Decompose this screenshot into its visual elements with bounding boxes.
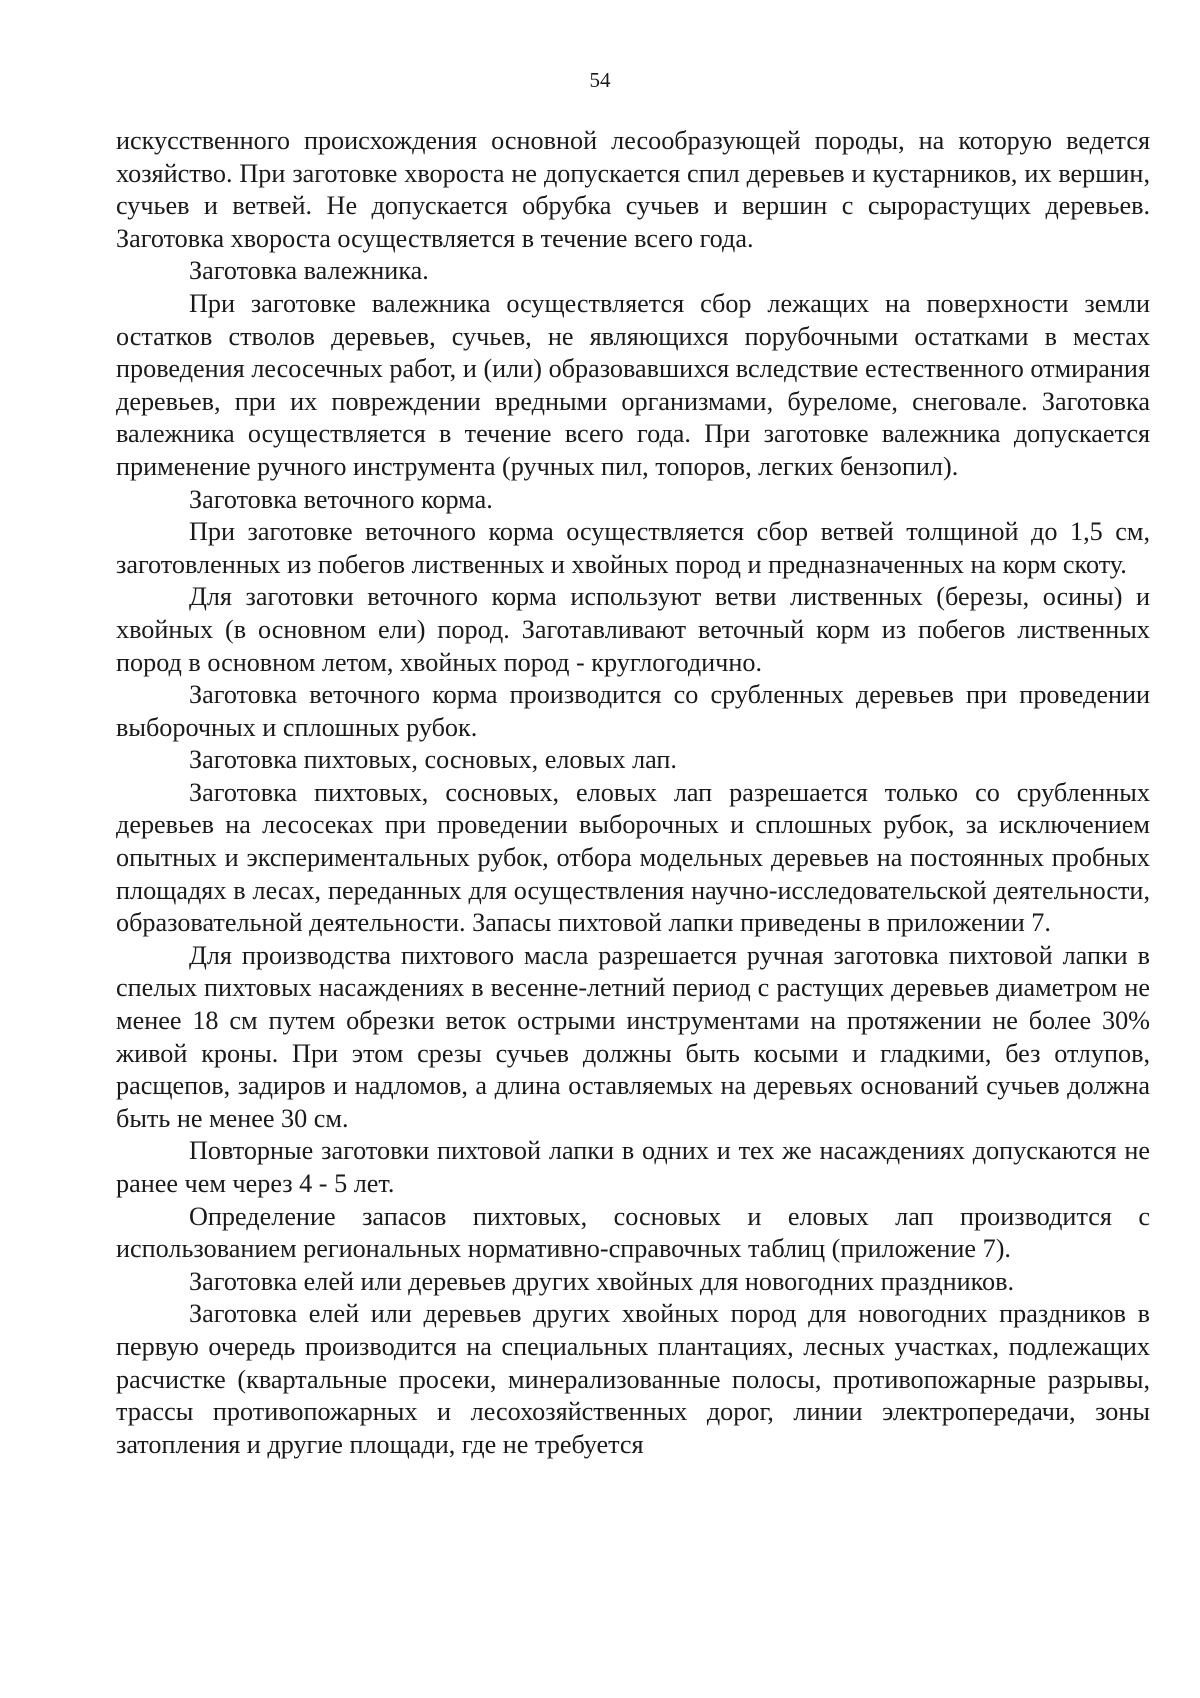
heading-lapy: Заготовка пихтовых, сосновых, еловых лап. [189,745,677,775]
paragraph-lapy-1: Заготовка пихтовых, сосновых, еловых лап разрешается только со срубленных деревьев на лесосеках при проведении выборочных и сплошных рубок, за исключением опытных и экспериментальных рубок, отбора модельных деревьев на постоянных пробных площадях в лесах, переданных для осуществления научно-исследовательской деятельности, образовательной деятельности. Запасы пихтовой лапки приведены в приложении 7. [116,777,1150,938]
document-body [116,125,1150,1461]
paragraph-vetochnyi-korm-2: Для заготовки веточного корма используют ветви лиственных (березы, осины) и хвойных (в основном ели) пород. Заготавливают веточный корм из побегов лиственных пород в основном летом, хвойных пород - круглогодично. [116,582,1150,677]
heading-vetochnyi-korm: Заготовка веточного корма. [189,484,493,514]
paragraph-lapy-4: Определение запасов пихтовых, сосновых и еловых лап производится с использованием региональных нормативно-справочных таблиц (приложение 7). [116,1201,1150,1264]
paragraph-vetochnyi-korm-1: При заготовке веточного корма осуществляется сбор ветвей толщиной до 1,5 см, заготовленных из побегов лиственных и хвойных пород и предназначенных на корм скоту. [116,517,1150,579]
paragraph-valezhnik: При заготовке валежника осуществляется сбор лежащих на поверхности земли остатков стволов деревьев, сучьев, не являющихся порубочными остатками в местах проведения лесосечных работ, и (или) образовавшихся вследствие естественного отмирания деревьев, при их повреждении вредными организмами, буреломе, снеговале. Заготовка валежника осуществляется в течение всего года. При заготовке валежника допускается применение ручного инструмента (ручных пил, топоров, легких бензопил). [116,288,1150,481]
heading-valezhnik: Заготовка валежника. [189,256,429,286]
paragraph-hvorost-end: искусственного происхождения основной лесообразующей породы, на которую ведется хозяйство. При заготовке хвороста не допускается спил деревьев и кустарников, их вершин, сучьев и ветвей. Не допускается обрубка сучьев и вершин с сырорастущих деревьев. Заготовка хвороста осуществляется в течение всего года. [116,126,1150,253]
heading-novogodnie-eli: Заготовка елей или деревьев других хвойных для новогодних праздников. [189,1266,1015,1296]
paragraph-novogodnie-eli: Заготовка елей или деревьев других хвойных пород для новогодних праздников в первую очередь производится на специальных плантациях, лесных участках, подлежащих расчистке (квартальные просеки, минерализованные полосы, противопожарные разрывы, трассы противопожарных и лесохозяйственных дорог, линии электропередачи, зоны затопления и другие площади, где не требуется [116,1299,1150,1459]
paragraph-lapy-3: Повторные заготовки пихтовой лапки в одних и тех же насаждениях допускаются не ранее чем через 4 - 5 лет. [116,1136,1150,1198]
page-number: 54 [589,68,611,92]
paragraph-vetochnyi-korm-3: Заготовка веточного корма производится со срубленных деревьев при проведении выборочных и сплошных рубок. [116,680,1150,742]
paragraph-lapy-2: Для производства пихтового масла разрешается ручная заготовка пихтовой лапки в спелых пихтовых насаждениях в весенне-летний период с растущих деревьев диаметром не менее 18 см путем обрезки веток острыми инструментами на протяжении не более 30% живой кроны. При этом срезы сучьев должны быть косыми и гладкими, без отлупов, расщепов, задиров и надломов, а длина оставляемых на деревьях оснований сучьев должна быть не менее 30 см. [116,940,1150,1133]
